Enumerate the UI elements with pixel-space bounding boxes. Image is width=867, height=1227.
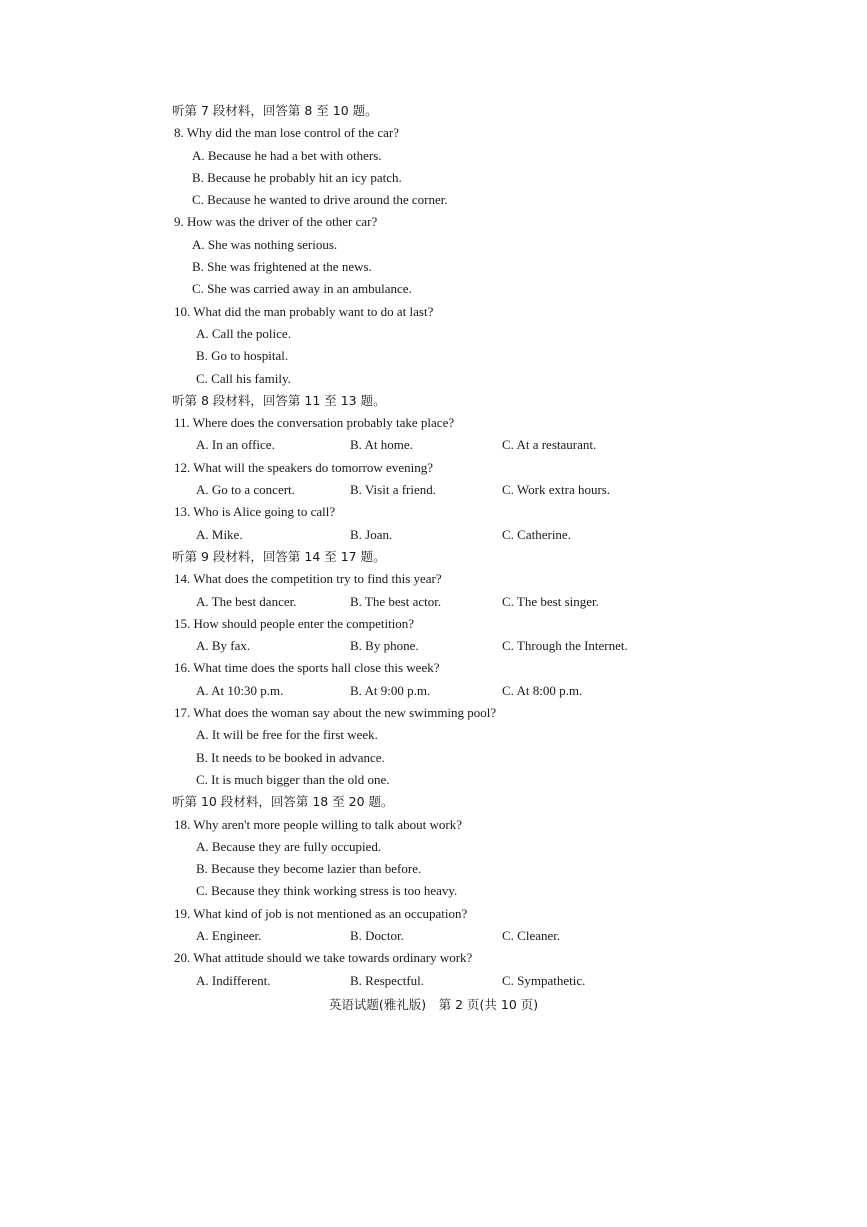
answer-option: A. In an office. [196,437,275,453]
answer-option: B. Joan. [350,526,393,542]
answer-option: A. The best dancer. [196,593,297,609]
question-stem: 19. What kind of job is not mentioned as an occupation? [174,905,468,921]
answer-option: B. She was frightened at the news. [192,259,372,275]
answer-option: B. By phone. [350,638,419,654]
question-stem: 16. What time does the sports hall close this week? [174,660,440,676]
answer-option: B. At home. [350,437,413,453]
answer-option: A. She was nothing serious. [192,236,338,252]
answer-option: C. At 8:00 p.m. [502,682,583,698]
question-stem: 17. What does the woman say about the new swimming pool? [174,705,497,721]
answer-option: A. It will be free for the first week. [196,727,378,743]
answer-option: A. Mike. [196,526,243,542]
answer-option: B. It needs to be booked in advance. [196,749,385,765]
section-header: 听第 10 段材料，回答第 18 至 20 题。 [172,794,394,810]
answer-option: C. She was carried away in an ambulance. [192,281,412,297]
answer-option: B. Visit a friend. [350,482,436,498]
question-stem: 14. What does the competition try to find this year? [174,571,442,587]
answer-option: B. Because they become lazier than before. [196,861,422,877]
answer-option: A. Call the police. [196,325,291,341]
question-stem: 9. How was the driver of the other car? [174,214,378,230]
answer-options-row [172,635,692,657]
question-stem: 20. What attitude should we take towards ordinary work? [174,950,473,966]
answer-option: A. Because he had a bet with others. [192,147,382,163]
answer-option: C. At a restaurant. [502,437,597,453]
section-header: 听第 9 段材料，回答第 14 至 17 题。 [172,548,386,564]
answer-option: C. Catherine. [502,526,571,542]
question-stem: 10. What did the man probably want to do at last? [174,303,434,319]
exam-content [172,100,692,992]
answer-options-row [172,680,692,702]
question-stem: 13. Who is Alice going to call? [174,504,336,520]
answer-option: A. Engineer. [196,927,262,943]
answer-option: C. Sympathetic. [502,972,586,988]
answer-options-row [172,925,692,947]
question-stem: 11. Where does the conversation probably take place? [174,415,455,431]
answer-option: B. The best actor. [350,593,442,609]
answer-option: B. Because he probably hit an icy patch. [192,169,402,185]
answer-option: C. Work extra hours. [502,482,611,498]
answer-option: B. Go to hospital. [196,348,289,364]
answer-option: C. Because he wanted to drive around the corner. [192,192,448,208]
answer-option: B. Respectful. [350,972,425,988]
question-stem: 15. How should people enter the competition? [174,615,415,631]
answer-option: A. Indifferent. [196,972,271,988]
section-header: 听第 7 段材料，回答第 8 至 10 题。 [172,103,378,118]
answer-options-row [172,524,692,546]
answer-option: C. Through the Internet. [502,638,628,654]
page-footer: 英语试题(雅礼版) 第 2 页(共 10 页) [328,997,539,1012]
answer-option: A. At 10:30 p.m. [196,682,284,698]
answer-option: C. It is much bigger than the old one. [196,771,390,787]
answer-options-row [172,479,692,501]
answer-options-row [172,970,692,992]
answer-option: B. Doctor. [350,927,404,943]
answer-option: A. Because they are fully occupied. [196,838,382,854]
question-stem: 18. Why aren't more people willing to talk about work? [174,816,463,832]
question-stem: 8. Why did the man lose control of the car? [174,125,400,141]
answer-option: B. At 9:00 p.m. [350,682,431,698]
answer-option: C. Cleaner. [502,927,561,943]
section-header: 听第 8 段材料，回答第 11 至 13 题。 [172,392,386,408]
answer-options-row [172,434,692,456]
answer-option: C. The best singer. [502,593,599,609]
answer-option: C. Call his family. [196,370,291,386]
answer-options-row [172,591,692,613]
answer-option: A. By fax. [196,638,251,654]
answer-option: C. Because they think working stress is too heavy. [196,883,458,899]
answer-option: A. Go to a concert. [196,482,295,498]
question-stem: 12. What will the speakers do tomorrow evening? [174,459,433,475]
